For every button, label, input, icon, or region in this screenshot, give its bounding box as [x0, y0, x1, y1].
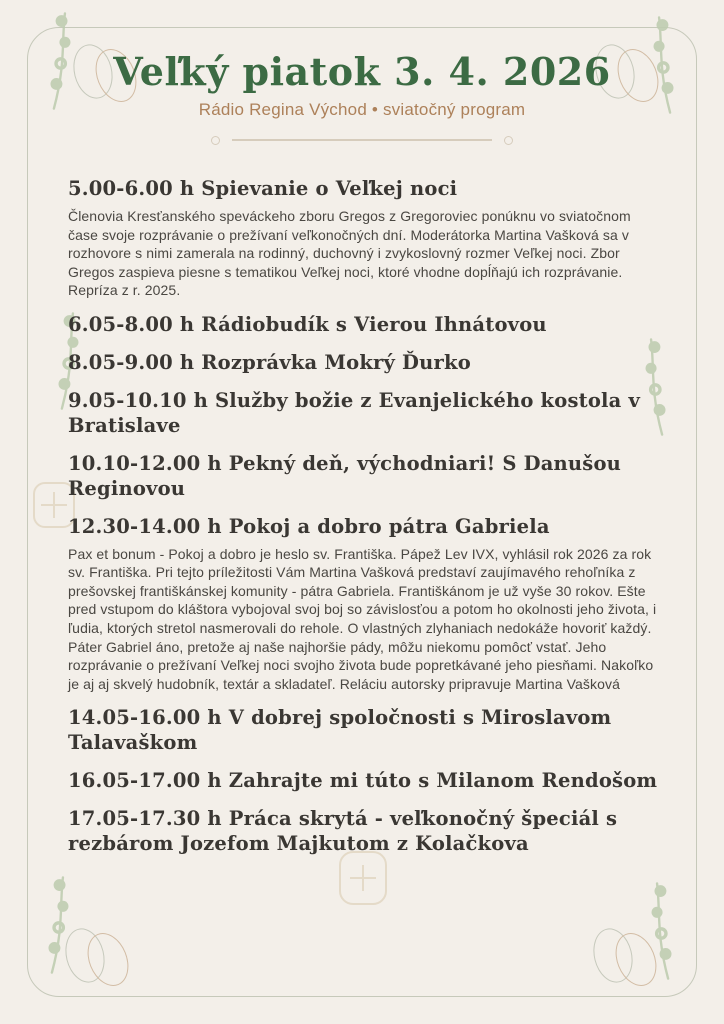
- rings-icon: [66, 928, 132, 990]
- program-item: [68, 177, 658, 300]
- flyer-header: [0, 50, 724, 145]
- program-item: [68, 389, 658, 439]
- program-item-heading: 8.05-9.00 h Rozprávka Mokrý Ďurko: [68, 350, 471, 374]
- program-item-heading: 5.00-6.00 h Spievanie o Veľkej noci: [68, 177, 458, 200]
- program-item: [68, 807, 658, 857]
- program-item-heading: 6.05-8.00 h Rádiobudík s Vierou Ihnátovou: [68, 312, 547, 336]
- page-subtitle: Rádio Regina Východ • sviatočný program: [198, 99, 526, 119]
- program-item: [68, 515, 658, 694]
- program-item-description: Členovia Kresťanského speváckeho zboru Gregos z Gregoroviec ponúknu vo sviatočnom čase svoje rozprávanie o prežívaní veľkonočných dní. Moderátorka Martina Vašková sa v rozhovore s nimi zamerala na rodinný, duchovný i zvykoslovný rozmer Veľkej noci. Zbor Gregos zaspieva piesne s tematikou Veľkej noci, ktoré vhodne dopĺňajú ich rozprávanie. Repríza z r. 2025.: [68, 207, 631, 299]
- branch-icon: [40, 872, 74, 978]
- program-item-heading: 17.05-17.30 h Práca skrytá - veľkonočný špeciál s rezbárom Jozefom Majkutom z Kolačkova: [68, 807, 618, 856]
- program-item-heading: 9.05-10.10 h Služby božie z Evanjelického kostola v Bratislave: [68, 388, 640, 437]
- ornamental-divider: [211, 136, 513, 145]
- program-item: [68, 706, 658, 756]
- program-item: [68, 769, 658, 794]
- program-item-heading: 10.10-12.00 h Pekný deň, východniari! S Danušou Reginovou: [68, 451, 622, 500]
- program-list: [68, 164, 658, 862]
- page-title: Veľký piatok 3. 4. 2026: [113, 49, 611, 94]
- program-item: [68, 313, 658, 338]
- divider-rule: [232, 139, 492, 141]
- program-item-heading: 14.05-16.00 h V dobrej spoločnosti s Miroslavom Talavaškom: [68, 706, 612, 755]
- program-item-heading: 16.05-17.00 h Zahrajte mi túto s Milanom Rendošom: [68, 769, 658, 793]
- divider-dot-icon: [211, 136, 220, 145]
- program-item: [68, 452, 658, 502]
- program-item: [68, 351, 658, 376]
- program-item-heading: 12.30-14.00 h Pokoj a dobro pátra Gabriela: [68, 514, 550, 538]
- branch-icon: [646, 878, 680, 984]
- program-item-description: Pax et bonum - Pokoj a dobro je heslo sv. Františka. Pápež Lev IVX, vyhlásil rok 2026 za rok sv. Františka. Pri tejto príležitosti Vám Martina Vašková predstaví zaujímavého rehoľníka z prešovskej františkánskej komunity - pátra Gabriela. Františkánom je už vyše 30 rokov. Ešte pred vstupom do kláštora vybojoval svoj boj so závislosťou a potom ho okolnosti jeho života, i ľudia, ktorých stretol nasmerovali do rehole. O vlastných zlyhaniach nedokáže hovoriť každý. Páter Gabriel áno, pretože aj naše najhoršie pády, môžu niekomu pomôcť vstať. Jeho rozprávanie o prežívaní Veľkej noci svojho života bude popretkávané jeho piesňami. Nakoľko je aj aj skvelý hudobník, textár a skladateľ. Reláciu autorsky pripravuje Martina Vašková: [68, 545, 657, 692]
- divider-dot-icon: [504, 136, 513, 145]
